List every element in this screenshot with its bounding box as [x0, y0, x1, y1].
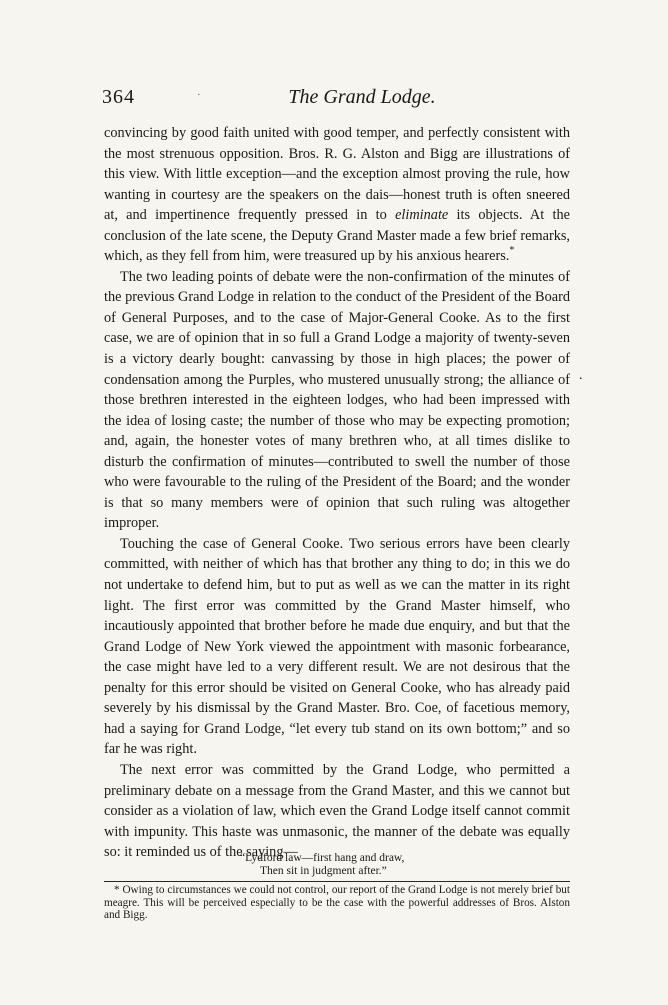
page-number: 364	[102, 86, 135, 108]
emphasized-word: eliminate	[395, 207, 449, 224]
footnote-rule	[104, 881, 570, 882]
paragraph-1-start: convincing by good faith united with good temper, and perfectly consistent with the most strenuous opposition. Bros. R. G. Alston and Bigg are illustrations of this view. With little exception—and the exception almost proving the rule, how wanting in courtesy are the speakers on the dais—honest truth is often sneered at, and impertinence frequently pressed in to	[104, 125, 570, 224]
verse-line-2: Then sit in judgment after.”	[260, 865, 387, 877]
paragraph-1-end: its objects. At the conclusion of the late scene, the Deputy Grand Master made a few brief remarks, which, as they fell from him, were treasured up by his anxious hearers.	[104, 207, 570, 265]
paragraph-2: The two leading points of debate were the non-confirmation of the minutes of the previous Grand Lodge in relation to the conduct of the President of the Board of General Purposes, and to the case of Major-General Cooke. As to the first case, we are of opinion that in so full a Grand Lodge a majority of twenty-seven is a victory dearly bought: canvassing by those in high places; the power of condensation among the Purples, who mustered unusually strong; the alliance of those brethren interested in the eighteen lodges, who had been impressed with the idea of losing caste; the number of those who may be expecting promotion; and, again, the honester votes of many brethren who, at all times dislike to disturb the confirmation of minutes—contributed to swell the number of those who were favourable to the ruling of the President of the Board; and the wonder is that so many members were of opinion that such ruling was altogether improper.	[104, 268, 570, 532]
margin-mark: .	[579, 368, 583, 383]
verse-quotation	[104, 852, 570, 878]
page-header	[102, 86, 572, 112]
footnote: * Owing to circumstances we could not control, our report of the Grand Lodge is not merely brief but meagre. This will be perceived especially to be the case with the powerful addresses of Bros. Alston and Bigg.	[104, 884, 570, 922]
body-text	[104, 123, 570, 863]
footnote-reference: *	[509, 245, 515, 257]
header-ornament: ·	[197, 89, 201, 101]
verse-line-1: “Lydford law—first hang and draw,	[240, 852, 405, 864]
paragraph-1	[104, 123, 570, 267]
running-title: The Grand Lodge.	[288, 86, 436, 108]
paragraph-3: Touching the case of General Cooke. Two serious errors have been clearly committed, with neither of which has that brother any thing to do; in this we do not undertake to defend him, but to put as well as we can the matter in its right light. The first error was committed by the Grand Master himself, who incautiously appointed that brother before he made due enquiry, and but that the Grand Lodge of New York viewed the appointment with masonic forbearance, the case might have led to a very different result. We are not desirous that the penalty for this error should be visited on General Cooke, who has already paid severely by his dismissal by the Grand Master. Bro. Coe, of facetious memory, had a saying for Grand Lodge, “let every tub stand on its own bottom;” and so far he was right.	[104, 535, 570, 758]
paragraph-4: The next error was committed by the Grand Lodge, who permitted a preliminary debate on a message from the Grand Master, and this we cannot but consider as a violation of law, which even the Grand Lodge itself cannot commit with impunity. This haste was unmasonic, the manner of the debate was equally so: it reminded us of the saying—	[104, 761, 570, 861]
